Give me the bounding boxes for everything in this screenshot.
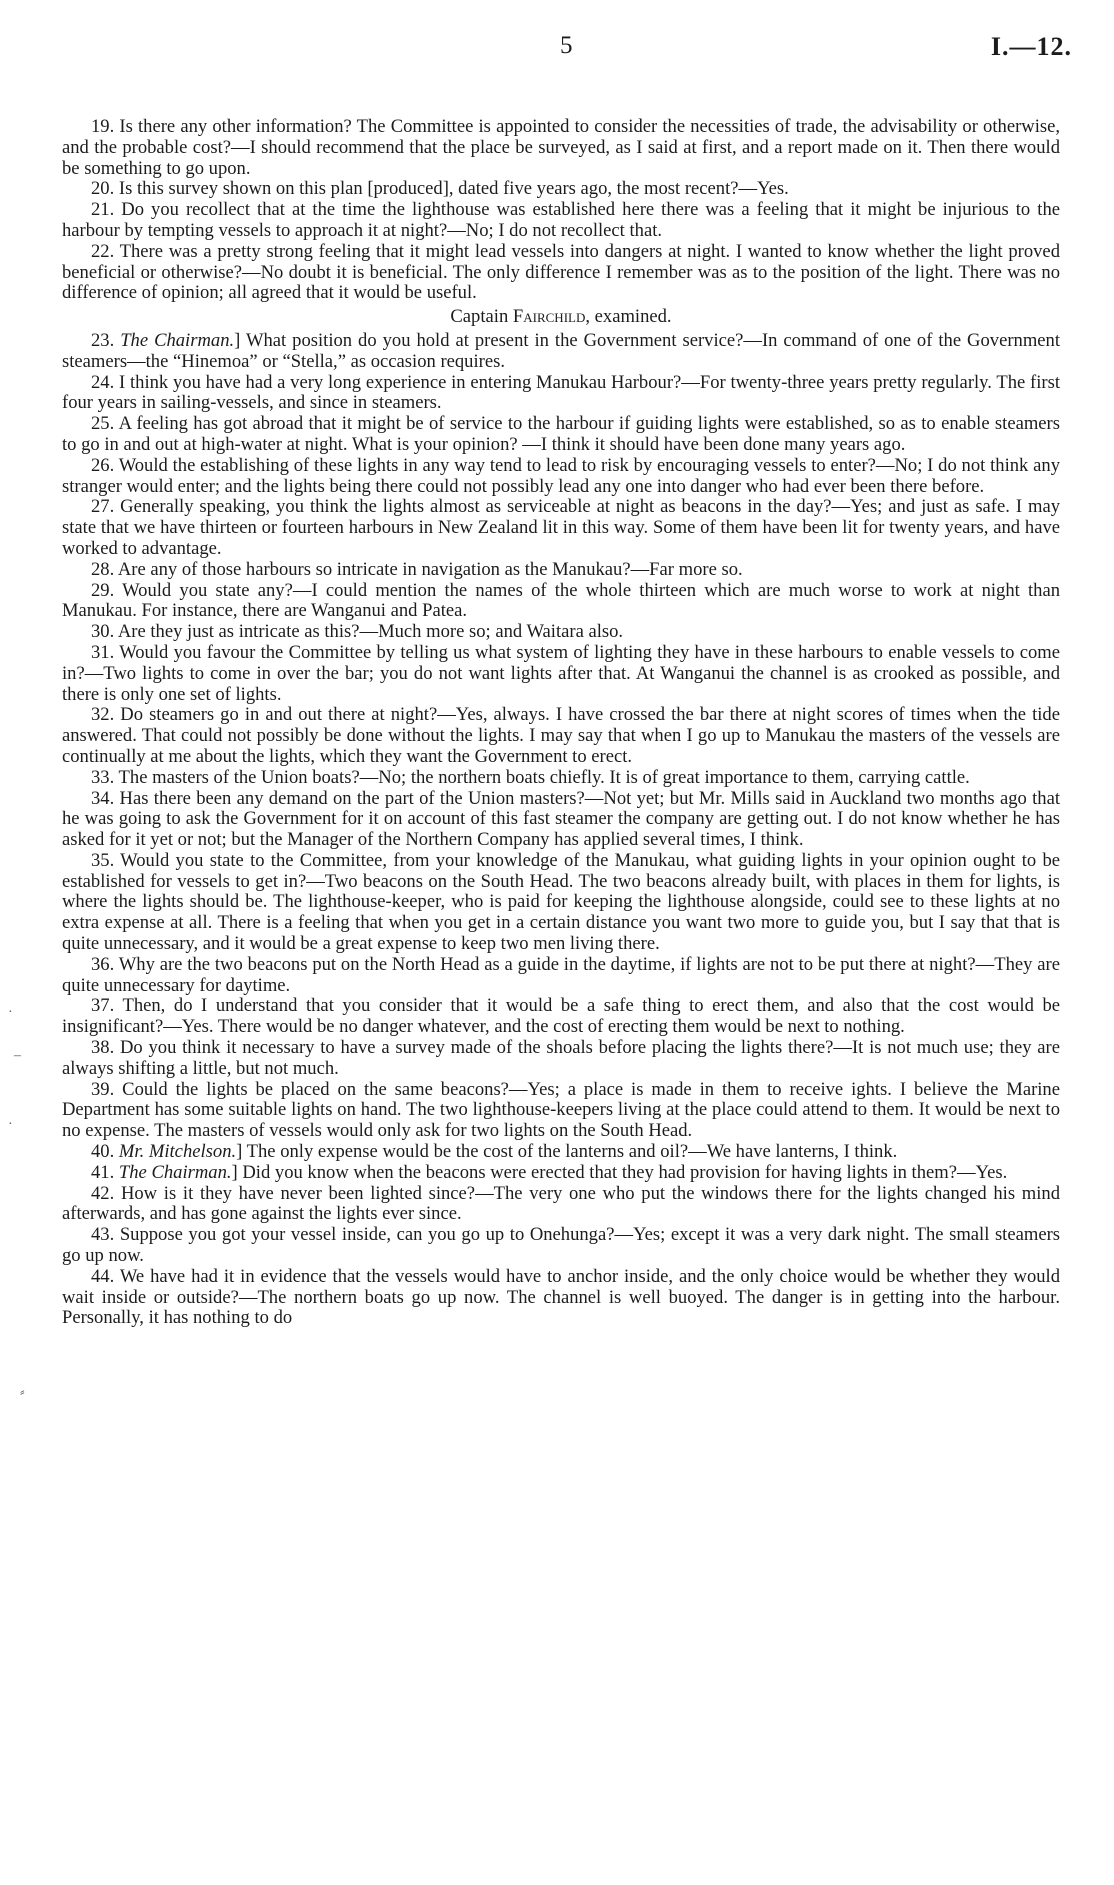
paragraph: 31. Would you favour the Committee by telling us what system of lighting they have in these harbours to enable vessels to come in?—Two lights to come in over the bar; you do not want lights after that. At Wanganui the channel is as crooked as possible, and there is only one set of lights.: [62, 641, 1060, 705]
paragraph: 27. Generally speaking, you think the lights almost as serviceable at night as beacons in the day?—Yes; and just as safe. I may state that we have thirteen or fourteen harbours in New Zealand lit in this way. Some of them have been lit for twenty years, and have worked to advantage.: [62, 496, 1060, 559]
paragraph: [62, 1163, 1060, 1184]
document-body: [62, 117, 1060, 1329]
paragraph: 38. Do you think it necessary to have a survey made of the shoals before placing the lights there?—It is not much use; they are always shifting a little, but not much.: [62, 1037, 1060, 1079]
paragraph: 39. Could the lights be placed on the same beacons?—Yes; a place is made in them to receive ights. I believe the Marine Department has some suitable lights on hand. The two lighthouse-keepers living at the place could attend to them. It would be next to no expense. The masters of vessels would only ask for two lights on the South Head.: [62, 1078, 1060, 1142]
paragraph: [62, 331, 1060, 373]
paragraph: 21. Do you recollect that at the time the lighthouse was established here there was a feeling that it might be injurious to the harbour by tempting vessels to approach it at night?—No; I do not recollect that.: [62, 199, 1060, 241]
question-number: 41.: [91, 1161, 115, 1183]
paragraph: 35. Would you state to the Committee, from your knowledge of the Manukau, what guiding lights in your opinion ought to be established for vessels to get in?—Two beacons on the South Head. The two beacons already built, with places in them for lights, is where the lights should be. The lighthouse-keeper, who is paid for keeping the lighthouse alongside, could see to these lights at no extra expense at all. There is a feeling that when you get in a certain distance you want two more to guide you, but I say that that is quite unnecessary, and it would be a great expense to keep two men living there.: [62, 849, 1060, 955]
paragraph-text: ] Did you know when the beacons were erected that they had provision for having lights in them?—Yes.: [231, 1161, 1008, 1183]
speaker: The Chairman.: [120, 329, 235, 351]
paragraph: [62, 1142, 1060, 1163]
paragraph: 34. Has there been any demand on the part of the Union masters?—Not yet; but Mr. Mills said in Auckland two months ago that he was going to ask the Government for it on account of this fast steamer the company are getting out. I do not know whether he has asked for it yet or not; but the Manager of the Northern Company has applied several times, I think.: [62, 787, 1060, 851]
paragraph: 26. Would the establishing of these lights in any way tend to lead to risk by encouraging vessels to enter?—No; I do not think any stranger would enter; and the lights being there could not possibly lead any one into danger who had ever been there before.: [62, 454, 1060, 497]
paragraph: 43. Suppose you got your vessel inside, can you go up to Onehunga?—Yes; except it was a very dark night. The small steamers go up now.: [62, 1224, 1060, 1267]
paragraph: 22. There was a pretty strong feeling that it might lead vessels into dangers at night. I wanted to know whether the light proved beneficial or otherwise?—No doubt it is beneficial. The only difference I remember was as to the position of the light. There was no difference of opinion; all agreed that it would be useful.: [62, 240, 1060, 304]
page-number: 5: [560, 32, 573, 59]
document-reference: I.—12.: [990, 32, 1072, 61]
witness-heading: [62, 307, 1060, 328]
speaker: Mr. Mitchelson.: [118, 1141, 237, 1163]
paragraph: 28. Are any of those harbours so intricate in navigation as the Manukau?—Far more so.: [91, 558, 743, 580]
paragraph: 29. Would you state any?—I could mention the names of the whole thirteen which are much worse to work at night than Manukau. For instance, there are Wanganui and Patea.: [62, 579, 1060, 622]
margin-mark: ·: [8, 1117, 13, 1132]
paragraph: 36. Why are the two beacons put on the North Head as a guide in the daytime, if lights are not to be put there at night?—They are quite unnecessary for daytime.: [62, 953, 1060, 996]
margin-mark: –: [14, 1048, 21, 1063]
witness-name: Fairchild: [512, 306, 586, 328]
margin-mark: ⸗: [20, 1385, 25, 1400]
paragraph: 44. We have had it in evidence that the vessels would have to anchor inside, and the only choice would be whether they would wait inside or outside?—The northern boats go up now. The channel is well buoyed. The danger is in getting into the harbour. Personally, it has nothing to do: [62, 1265, 1060, 1329]
question-number: 23.: [91, 329, 115, 351]
margin-mark: ·: [8, 1005, 13, 1020]
paragraph: 20. Is this survey shown on this plan [produced], dated five years ago, the most recent?—Yes.: [91, 178, 789, 200]
heading-title: Captain: [450, 306, 509, 328]
paragraph: 30. Are they just as intricate as this?—Much more so; and Waitara also.: [91, 621, 624, 643]
heading-suffix: , examined.: [585, 306, 672, 328]
paragraph: 19. Is there any other information? The Committee is appointed to consider the necessities of trade, the advisability or otherwise, and the probable cost?—I should recommend that the place be surveyed, as I said at first, and a report made on it. Then there would be something to go upon.: [62, 116, 1060, 179]
paragraph-text: ] What position do you hold at present in the Government service?—In command of one of the Government steamers—the “Hinemoa” or “Stella,” as occasion requires.: [62, 329, 1060, 372]
paragraph: 32. Do steamers go in and out there at night?—Yes, always. I have crossed the bar there at night scores of times when the tide answered. That could not possibly be done without the lights. I may say that when I go up to Manukau the masters of the vessels are continually at me about the lights, which they want the Government to erect.: [62, 704, 1060, 767]
paragraph: 33. The masters of the Union boats?—No; the northern boats chiefly. It is of great importance to them, carrying cattle.: [91, 766, 970, 788]
paragraph: 42. How is it they have never been lighted since?—The very one who put the windows there for the lights changed his mind afterwards, and has gone against the lights ever since.: [62, 1182, 1060, 1225]
paragraph: 37. Then, do I understand that you consider that it would be a safe thing to erect them, and also that the cost would be insignificant?—Yes. There would be no danger whatever, and the cost of erecting them would be next to nothing.: [62, 995, 1060, 1038]
paragraph: 25. A feeling has got abroad that it might be of service to the harbour if guiding lights were established, so as to enable steamers to go in and out at high-water at night. What is your opinion? —I think it should have been done many years ago.: [62, 413, 1060, 455]
question-number: 40.: [91, 1141, 115, 1163]
speaker: The Chairman.: [118, 1161, 232, 1183]
paragraph: 24. I think you have had a very long experience in entering Manukau Harbour?—For twenty-three years pretty regularly. The first four years in sailing-vessels, and since in steamers.: [62, 371, 1060, 414]
paragraph-text: ] The only expense would be the cost of the lanterns and oil?—We have lanterns, I think.: [236, 1141, 898, 1163]
page-header: [0, 30, 1114, 66]
